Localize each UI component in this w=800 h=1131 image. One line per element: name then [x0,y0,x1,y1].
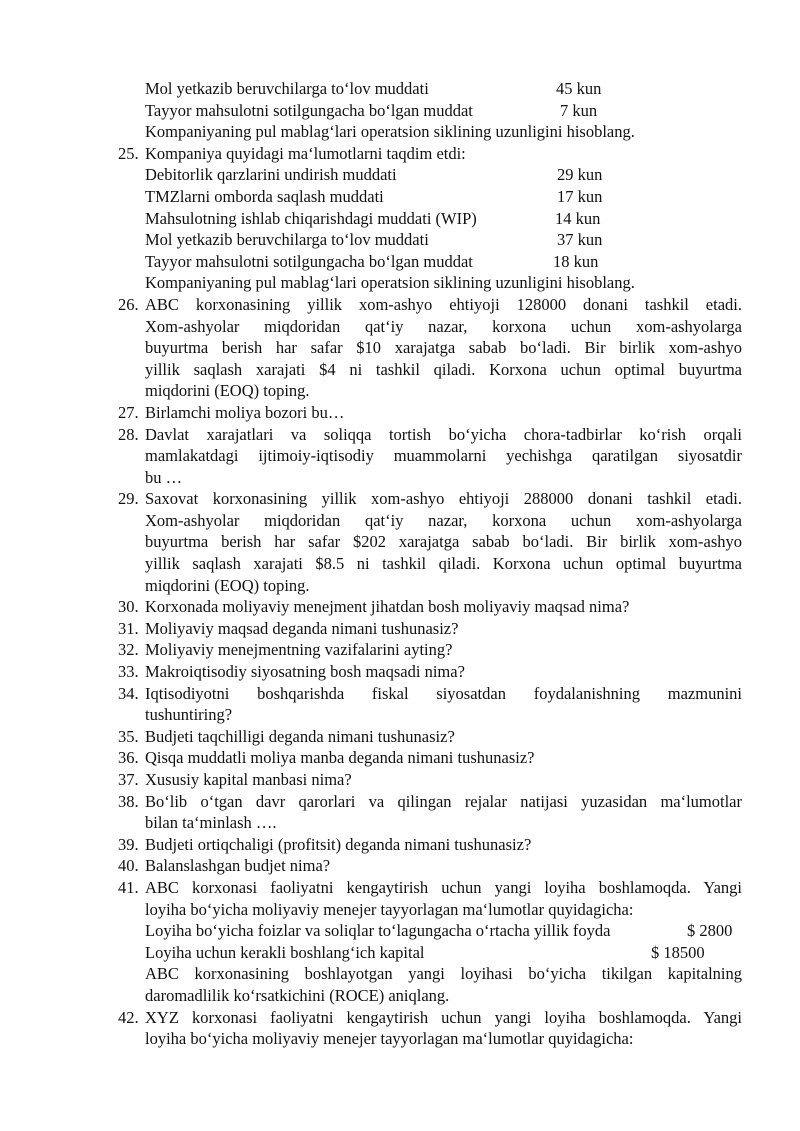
table-row: Mol yetkazib beruvchilarga to‘lov muddati 37 kun [145,230,603,250]
question-31: 31. Moliyaviy maqsad deganda nimani tushunasiz? [118,618,459,638]
paragraph-line: buyurtma berish har safar $202 xarajatga sabab bo‘ladi. Bir birlik xom-ashyo [145,532,742,552]
paragraph-line: miqdorini (EOQ) toping. [145,381,310,401]
question-text: Kompaniya quyidagi ma‘lumotlarni taqdim etdi: [145,143,466,163]
row-value: 7 kun [560,100,598,120]
paragraph-line: Xom-ashyolar miqdoridan qat‘iy nazar, korxona uchun xom-ashyolarga [145,316,742,336]
question-30: 30. Korxonada moliyaviy menejment jihatdan bosh moliyaviy maqsad nima? [118,597,630,617]
question-27: 27. Birlamchi moliya bozori bu… [118,402,345,422]
question-number: 25. [118,143,139,163]
paragraph-line: mamlakatdagi ijtimoiy-iqtisodiy muammolarni yechishga qaratilgan siyosatdir [145,446,742,466]
question-40: 40. Balanslashgan budjet nima? [118,856,331,876]
question-25 [0,143,800,165]
row-label: Tayyor mahsulotni sotilgungacha bo‘lgan muddat [145,100,473,120]
table-row: TMZlarni omborda saqlash muddati 17 kun [145,186,603,206]
question-32: 32. Moliyaviy menejmentning vazifalarini ayting? [118,640,453,660]
paragraph-line: Kompaniyaning pul mablag‘lari operatsion siklining uzunligini hisoblang. [145,122,635,142]
paragraph-line: tushuntiring? [145,705,233,725]
paragraph-line: loyiha bo‘yicha moliyaviy menejer tayyorlagan ma‘lumotlar quyidagicha: [145,899,634,919]
table-row: Mahsulotning ishlab chiqarishdagi muddati (WIP) 14 kun [145,208,601,228]
paragraph-line: Xom-ashyolar miqdoridan qat‘iy nazar, korxona uchun xom-ashyolarga [145,510,742,530]
table-row [0,100,800,122]
table-row: Debitorlik qarzlarini undirish muddati 29 kun [145,165,603,185]
paragraph-line: daromadlilik ko‘rsatkichini (ROCE) aniqlang. [145,985,450,1005]
question-39: 39. Budjeti ortiqchaligi (profitsit) deganda nimani tushunasiz? [118,834,532,854]
row-label: Mol yetkazib beruvchilarga to‘lov muddati [145,79,429,98]
question-26: 26. ABC korxonasining yillik xom-ashyo ehtiyoji 128000 donani tashkil etadi. [118,294,742,314]
paragraph-line: bu … [145,467,183,487]
table-row: Tayyor mahsulotni sotilgungacha bo‘lgan muddat 18 kun [145,251,599,271]
paragraph-line: Kompaniyaning pul mablag‘lari operatsion siklining uzunligini hisoblang. [145,273,635,293]
question-35: 35. Budjeti taqchilligi deganda nimani tushunasiz? [118,726,455,746]
table-row: Loyiha uchun kerakli boshlang‘ich kapital $ 18500 [145,942,705,962]
question-28: 28. Davlat xarajatlari va soliqqa tortish bo‘yicha chora-tadbirlar ko‘rish orqali [118,424,742,444]
question-36: 36. Qisqa muddatli moliya manba deganda nimani tushunasiz? [118,748,535,768]
paragraph-line: bilan ta‘minlash …. [145,813,277,833]
paragraph-line: miqdorini (EOQ) toping. [145,575,310,595]
paragraph-line: ABC korxonasining boshlayotgan yangi loyihasi bo‘yicha tikilgan kapitalning [145,964,742,984]
question-41: 41. ABC korxonasi faoliyatni kengaytirish uchun yangi loyiha boshlamoqda. Yangi [118,877,742,897]
document-page [0,78,800,1050]
paragraph-line: loyiha bo‘yicha moliyaviy menejer tayyorlagan ma‘lumotlar quyidagicha: [145,1029,634,1049]
question-38: 38. Bo‘lib o‘tgan davr qarorlari va qilingan rejalar natijasi yuzasidan ma‘lumotlar [118,791,742,811]
paragraph-line: buyurtma berish har safar $10 xarajatga sabab bo‘ladi. Bir birlik xom-ashyo [145,338,742,358]
question-34: 34. Iqtisodiyotni boshqarishda fiskal siyosatdan foydalanishning mazmunini [118,683,742,703]
question-42: 42. XYZ korxonasi faoliyatni kengaytirish uchun yangi loyiha boshlamoqda. Yangi [118,1007,742,1027]
paragraph-line: yillik saqlash xarajati $8.5 ni tashkil qiladi. Korxona uchun optimal buyurtma [145,554,742,574]
paragraph-line: yillik saqlash xarajati $4 ni tashkil qiladi. Korxona uchun optimal buyurtma [145,359,742,379]
question-33: 33. Makroiqtisodiy siyosatning bosh maqsadi nima? [118,662,465,682]
table-row: Loyiha bo‘yicha foizlar va soliqlar to‘lagungacha o‘rtacha yillik foyda $ 2800 [145,921,733,941]
question-29: 29. Saxovat korxonasining yillik xom-ashyo ehtiyoji 288000 donani tashkil etadi. [118,489,742,509]
question-37: 37. Xususiy kapital manbasi nima? [118,770,352,789]
question-number: 26. [118,294,139,314]
table-row [0,78,800,100]
row-value: 45 kun [556,79,602,98]
